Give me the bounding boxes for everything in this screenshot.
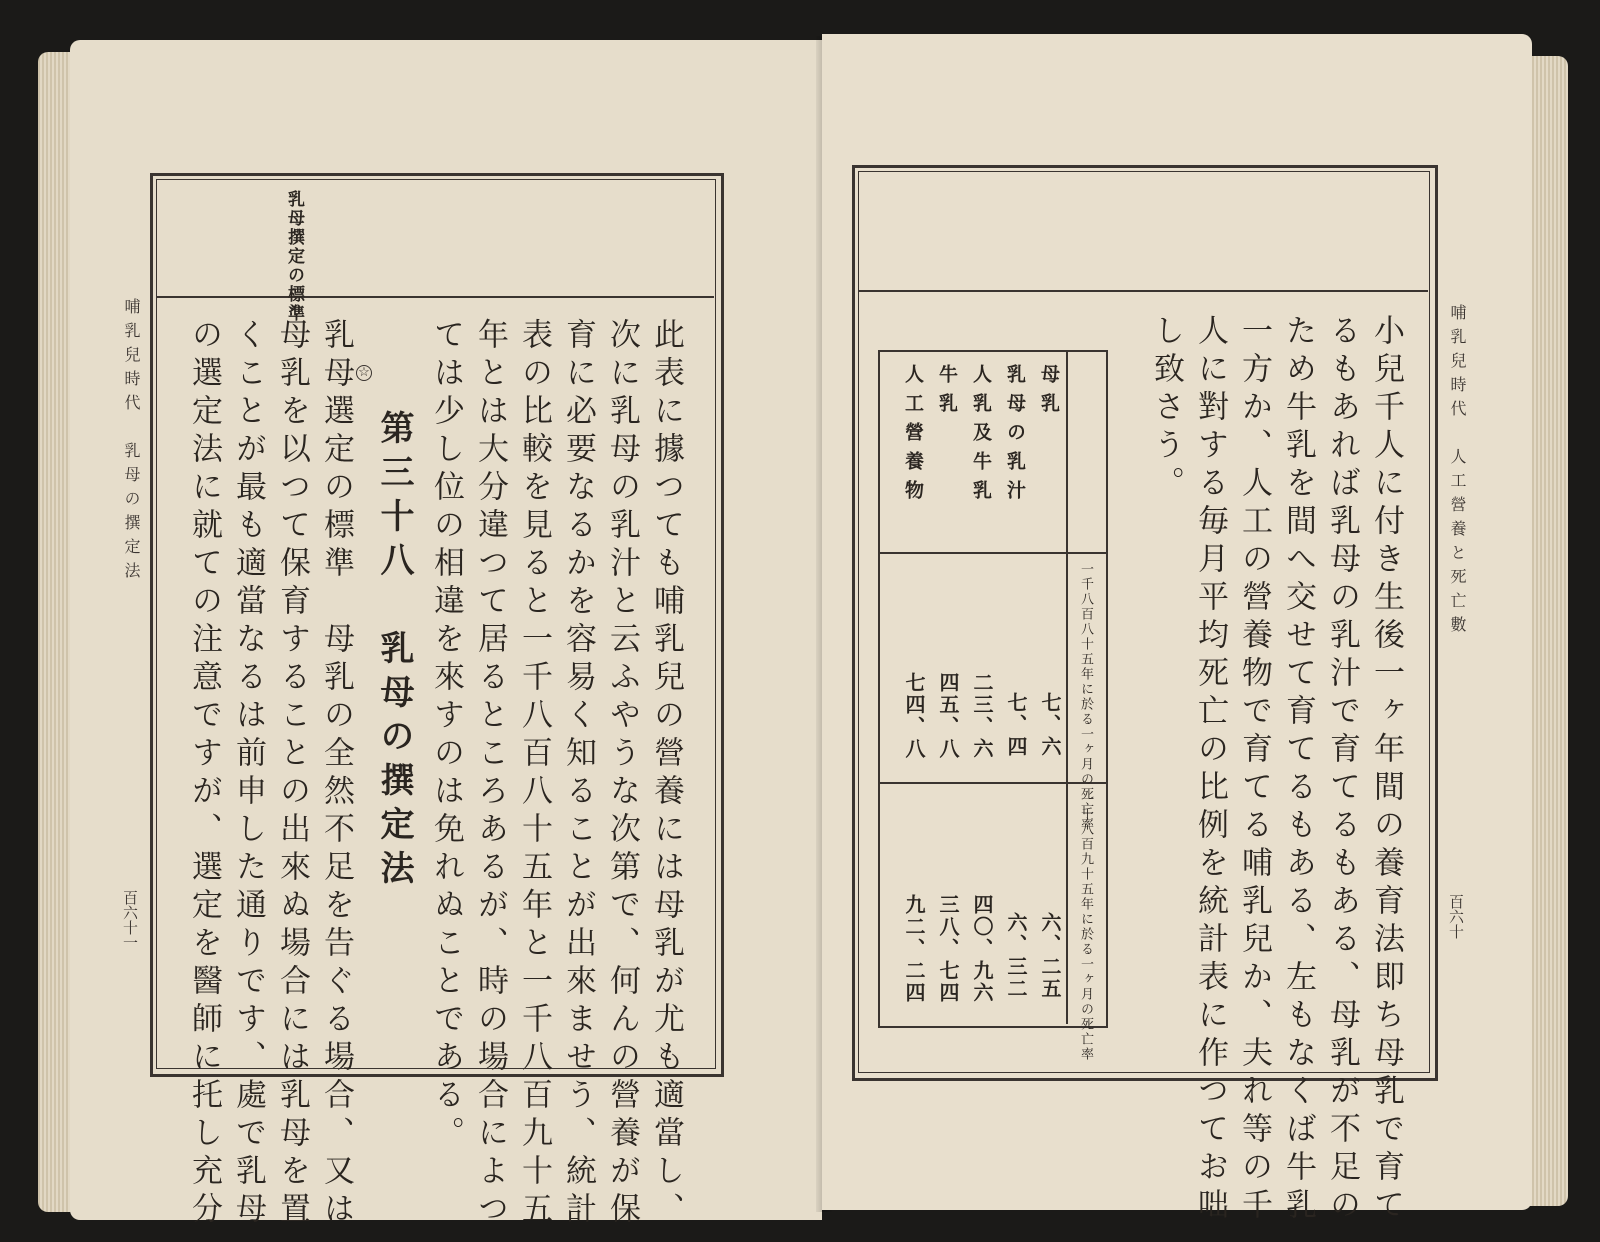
left-text-column-1: 此表に據つても哺乳兒の營養には母乳が尤も適當し、: [648, 318, 684, 1230]
table-1895-value-5: 九二、二四: [902, 894, 926, 1004]
left-text-column-6: ては少し位の相違を來すのは免れぬことである。: [428, 318, 464, 1154]
table-divider-2: [880, 782, 1106, 784]
table-1885-value-2: 七、四: [1004, 692, 1028, 758]
table-col2-head: 一千八百九十五年に於る一ヶ月の死亡率: [1078, 792, 1093, 1062]
right-header-divider: [858, 290, 1428, 292]
table-1895-value-2: 六、三二: [1004, 912, 1028, 1000]
right-page: [822, 34, 1532, 1226]
table-1885-value-5: 七四、八: [902, 672, 926, 760]
section-heading: 第三十八 乳母の撰定法: [374, 410, 414, 894]
table-col1-head: 一千八百八十五年に於る一ヶ月の死亡率: [1078, 562, 1093, 832]
right-text-column-5: 人に對する毎月平均死亡の比例を統計表に作つてお咄: [1192, 314, 1228, 1226]
table-1895-value-4: 三八、七四: [936, 894, 960, 1004]
side-note: 乳母撰定の標準: [284, 190, 304, 323]
left-text-column-7: 乳母選定の標準 母乳の全然不足を告ぐる場合、又は: [318, 318, 354, 1230]
table-head-divider: [1066, 352, 1068, 1024]
left-header-divider: [156, 296, 714, 298]
left-text-column-5: 年とは大分違つて居るところあるが、時の場合によつ: [472, 318, 508, 1230]
table-1885-value-3: 二三、六: [970, 672, 994, 760]
right-folio: 百六十: [1447, 894, 1465, 939]
table-1895-value-3: 四〇、九六: [970, 894, 994, 1004]
left-text-column-3: 育に必要なるかを容易く知ることが出來ませう、統計: [560, 318, 596, 1230]
left-text-column-10: の選定法に就ての注意ですが、選定を醫師に托し充分: [186, 318, 222, 1230]
table-1885-value-4: 四五、八: [936, 672, 960, 760]
left-text-column-9: くことが最も適當なるは前申した通りです、處で乳母: [230, 318, 266, 1230]
right-running-head: 哺乳兒時代 人工營養と死亡數: [1448, 304, 1467, 640]
left-text-column-2: 次に乳母の乳汁と云ふやうな次第で、何んの營養が保: [604, 318, 640, 1230]
table-row-label-4: 牛乳: [936, 364, 958, 422]
left-folio: 百六十一: [121, 890, 139, 950]
open-book: [30, 22, 1570, 1230]
table-1885-value-1: 七、六: [1038, 692, 1062, 758]
left-text-column-8: 母乳を以つて保育することの出來ぬ場合には乳母を置: [274, 318, 310, 1230]
right-text-column-1: 小兒千人に付き生後一ヶ年間の養育法即ち母乳で育て: [1368, 314, 1404, 1226]
section-mark: ☆: [356, 365, 372, 381]
right-text-column-3: ため牛乳を間へ交せて育てるもある、左もなくば牛乳: [1280, 314, 1316, 1226]
mortality-table: [878, 350, 1108, 1062]
left-text-column-4: 表の比較を見ると一千八百八十五年と一千八百九十五: [516, 318, 552, 1230]
table-divider-1: [880, 552, 1106, 554]
right-text-column-2: るもあれば乳母の乳汁で育てるもある、母乳が不足の: [1324, 314, 1360, 1226]
table-row-label-1: 母乳: [1038, 364, 1060, 422]
left-running-head: 哺乳兒時代 乳母の撰定法: [122, 298, 141, 586]
table-1895-value-1: 六、二五: [1038, 912, 1062, 1000]
table-row-label-2: 乳母の乳汁: [1004, 364, 1026, 509]
left-page: [70, 40, 822, 1230]
table-row-label-3: 人乳及牛乳: [970, 364, 992, 509]
table-row-label-5: 人工營養物: [902, 364, 924, 509]
right-text-column-6: し致さう。: [1148, 314, 1184, 504]
right-text-column-4: 一方か、人工の營養物で育てる哺乳兒か、夫れ等の千: [1236, 314, 1272, 1226]
